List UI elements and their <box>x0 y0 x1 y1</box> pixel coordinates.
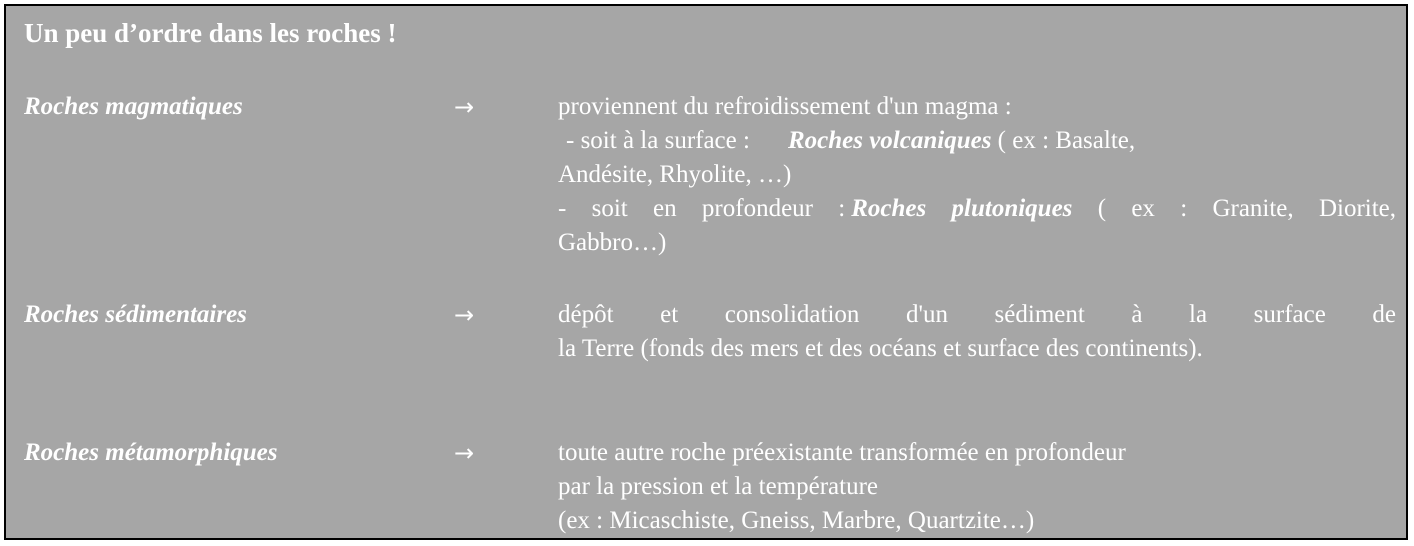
magmatic-desc-line: proviennent du refroidissement d'un magma : <box>558 93 1012 120</box>
volcanic-rocks-term: Roches volcaniques <box>787 127 992 154</box>
metamorphic-desc-line: par la pression et la température <box>558 473 878 500</box>
plutonic-line <box>558 192 1396 226</box>
plutonic-examples-cont: Gabbro…) <box>558 229 667 256</box>
magmatic-description <box>558 90 1396 260</box>
right-arrow-icon: → <box>454 439 475 467</box>
sedimentary-description <box>558 298 1396 366</box>
plutonic-examples: ( ex : Granite, Diorite, <box>1097 195 1397 222</box>
sedimentary-desc-line: dépôt et consolidation d'un sédiment à la surface de <box>558 301 1396 328</box>
right-arrow-icon: → <box>454 93 475 121</box>
sedimentary-desc-line: la Terre (fonds des mers et des océans et surface des continents). <box>558 335 1203 362</box>
surface-prefix: - soit à la surface : <box>566 127 750 154</box>
box-title: Un peu d’ordre dans les roches ! <box>24 18 397 48</box>
metamorphic-desc-line: toute autre roche préexistante transformée en profondeur <box>558 439 1126 466</box>
rock-name-sedimentary: Roches sédimentaires <box>24 301 247 328</box>
volcanic-line <box>558 124 1396 158</box>
metamorphic-examples: (ex : Micaschiste, Gneiss, Marbre, Quartzite…) <box>558 507 1035 534</box>
rock-classification-box <box>4 4 1408 540</box>
volcanic-examples: ( ex : Basalte, <box>997 127 1136 154</box>
rock-name-metamorphic: Roches métamorphiques <box>24 439 278 466</box>
plutonic-rocks-term: Roches plutoniques <box>851 195 1073 222</box>
volcanic-examples-cont: Andésite, Rhyolite, …) <box>558 161 792 188</box>
right-arrow-icon: → <box>454 301 475 329</box>
depth-prefix: - soit en profondeur : <box>558 195 846 222</box>
metamorphic-description <box>558 436 1396 538</box>
rock-name-magmatic: Roches magmatiques <box>24 93 243 120</box>
